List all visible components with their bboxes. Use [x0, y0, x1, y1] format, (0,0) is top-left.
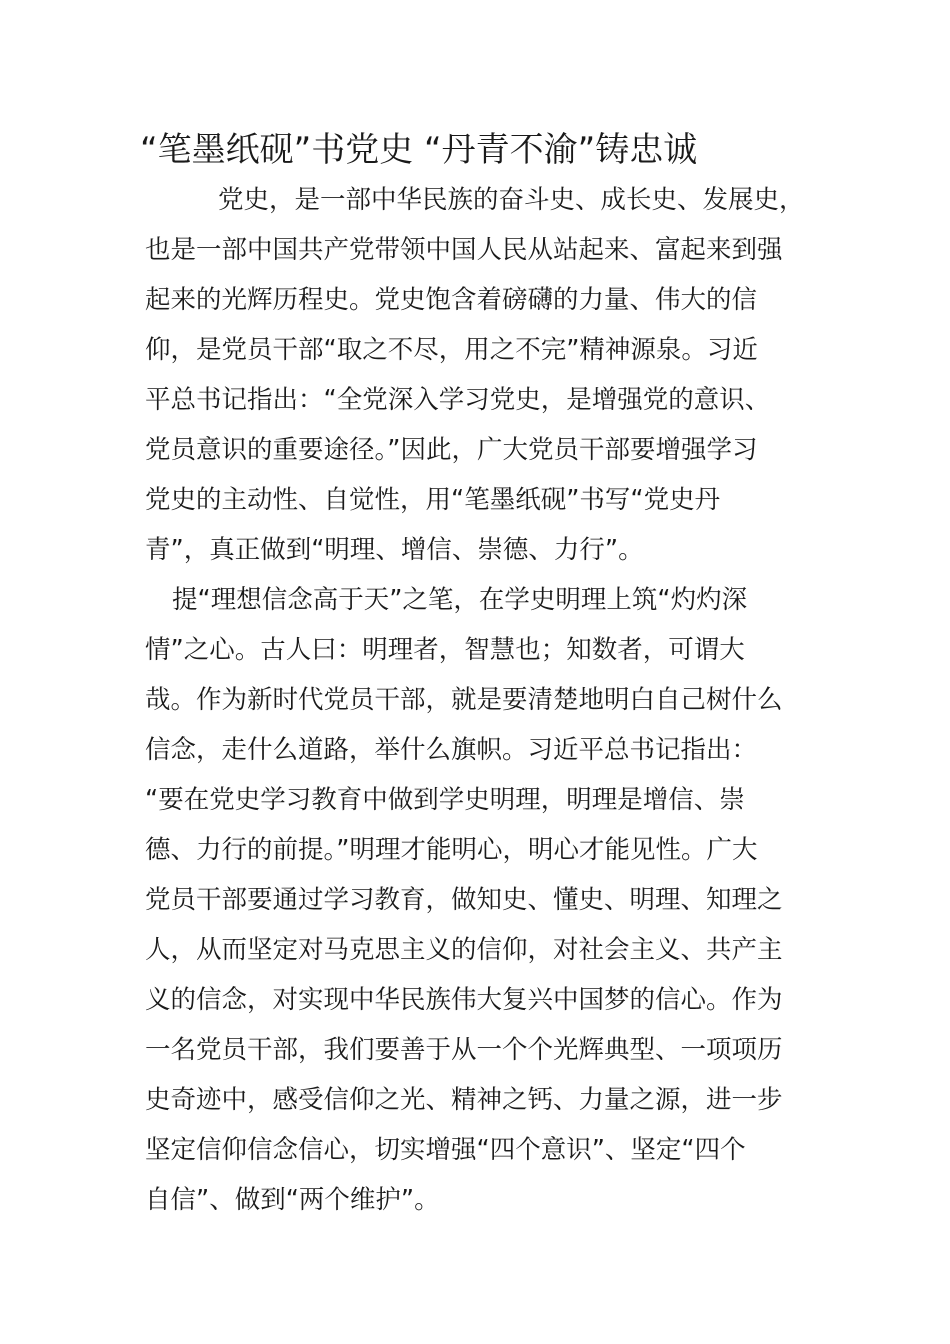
paragraph-2-line-1: 提“理想信念高于天”之笔，在学史明理上筑“灼灼深	[172, 585, 748, 615]
paragraph-2-line-2: 情”之心。古人曰：明理者，智慧也；知数者，可谓大	[145, 635, 745, 665]
paragraph-1-line-7: 党史的主动性、自觉性，用“笔墨纸砚”书写“党史丹	[145, 485, 721, 515]
paragraph-2-line-5: “要在党史学习教育中做到学史明理，明理是增信、崇	[145, 785, 745, 815]
paragraph-1-line-8: 青”，真正做到“明理、增信、崇德、力行”。	[145, 535, 644, 565]
document-title: “笔墨纸砚”书党史 “丹青不渝”铸忠诚	[140, 130, 698, 170]
paragraph-2-line-10: 一名党员干部，我们要善于从一个个光辉典型、一项项历	[145, 1035, 783, 1065]
paragraph-2-line-9: 义的信念，对实现中华民族伟大复兴中国梦的信心。作为	[145, 985, 783, 1015]
paragraph-2-line-6: 德、力行的前提。”明理才能明心，明心才能见性。广大	[145, 835, 758, 865]
paragraph-2-line-3: 哉。作为新时代党员干部，就是要清楚地明白自己树什么	[145, 685, 783, 715]
paragraph-1-line-1: 党史，是一部中华民族的奋斗史、成长史、发展史，	[218, 185, 805, 215]
paragraph-2-line-11: 史奇迹中，感受信仰之光、精神之钙、力量之源，进一步	[145, 1085, 783, 1115]
paragraph-1-line-4: 仰，是党员干部“取之不尽，用之不完”精神源泉。习近	[145, 335, 758, 365]
paragraph-2-line-12: 坚定信仰信念信心，切实增强“四个意识”、坚定“四个	[145, 1135, 746, 1165]
paragraph-1-line-5: 平总书记指出：“全党深入学习党史，是增强党的意识、	[145, 385, 771, 415]
paragraph-1-line-6: 党员意识的重要途径。”因此，广大党员干部要增强学习	[145, 435, 758, 465]
paragraph-2-line-8: 人，从而坚定对马克思主义的信仰，对社会主义、共产主	[145, 935, 783, 965]
paragraph-1-line-2: 也是一部中国共产党带领中国人民从站起来、富起来到强	[145, 235, 783, 265]
paragraph-2-line-4: 信念，走什么道路，举什么旗帜。习近平总书记指出：	[145, 735, 758, 765]
paragraph-2-line-7: 党员干部要通过学习教育，做知史、懂史、明理、知理之	[145, 885, 783, 915]
paragraph-1-line-3: 起来的光辉历程史。党史饱含着磅礴的力量、伟大的信	[145, 285, 758, 315]
paragraph-2-line-13: 自信”、做到“两个维护”。	[145, 1185, 440, 1215]
